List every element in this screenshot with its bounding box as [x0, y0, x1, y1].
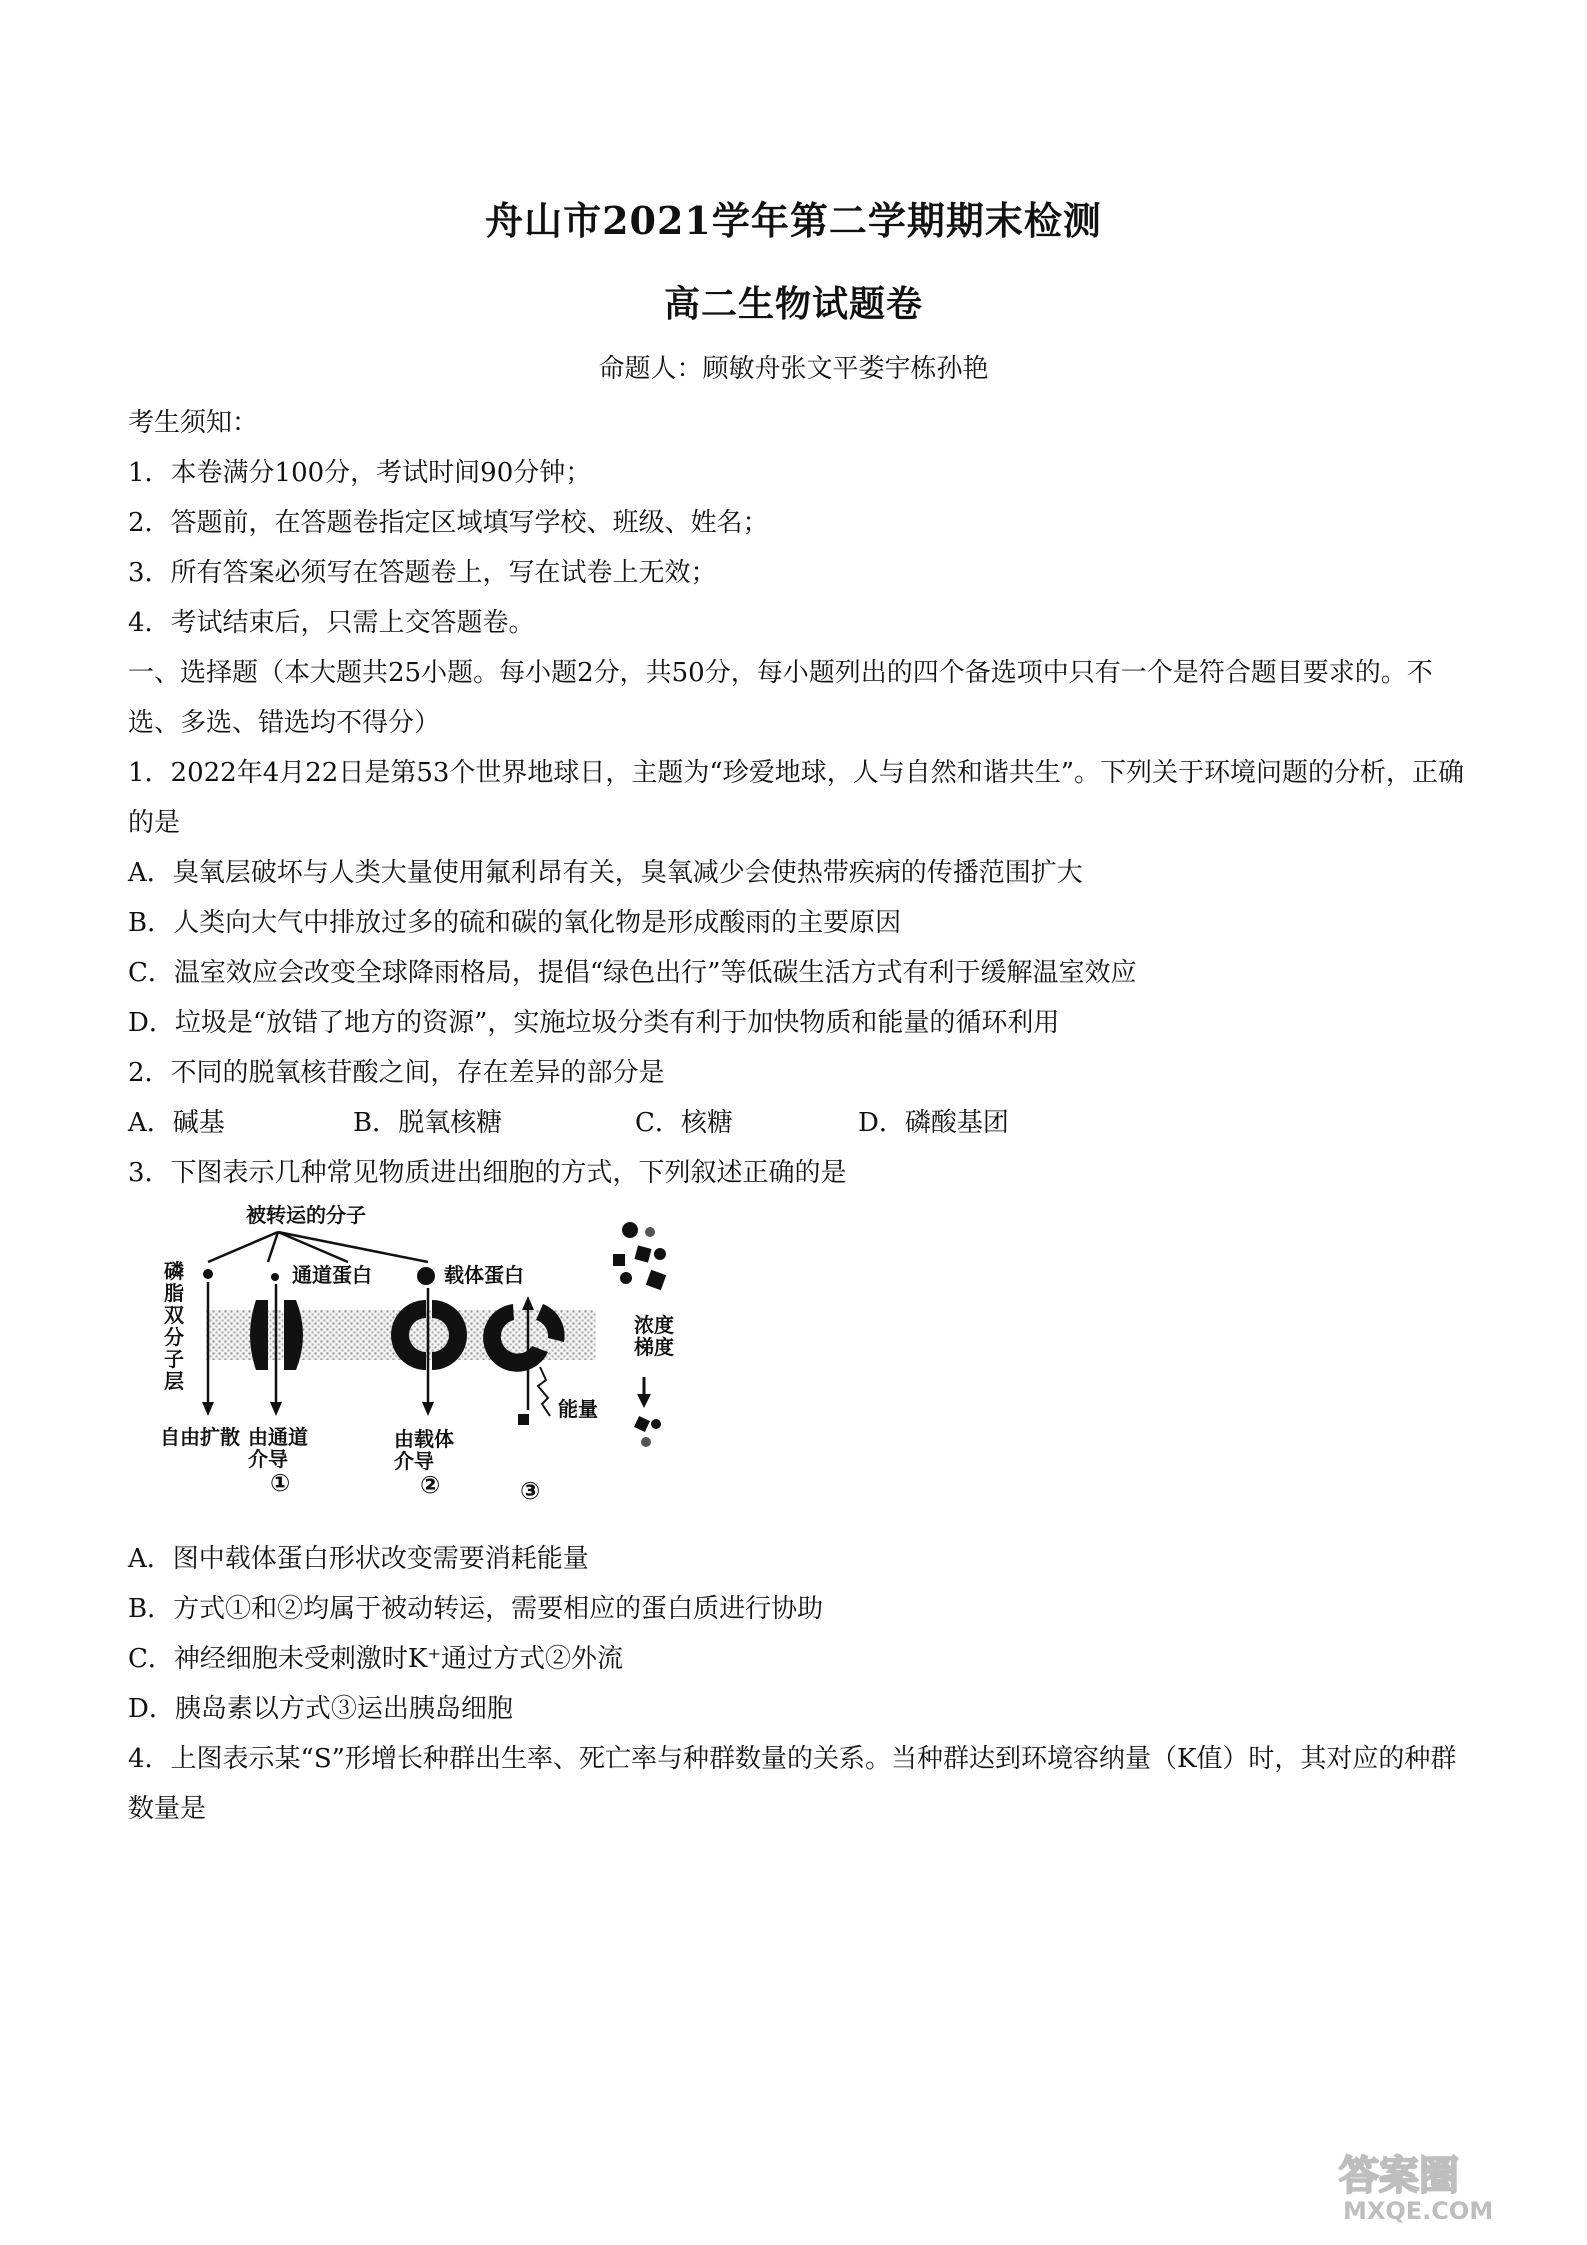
energy-zigzag — [538, 1367, 550, 1416]
question-3-option-d: D．胰岛素以方式③运出胰岛细胞 — [128, 1694, 513, 1724]
notice-item: 4．考试结束后，只需上交答题卷。 — [128, 608, 535, 638]
question-2-option-b: B．脱氧核糖 — [353, 1108, 503, 1138]
watermark-logo — [1329, 2145, 1559, 2225]
label-concentration-gradient: 浓度梯度 — [634, 1313, 674, 1359]
question-1-option-a: A．臭氧层破坏与人类大量使用氟利昂有关，臭氧减少会使热带疾病的传播范围扩大 — [128, 858, 1083, 888]
label-carrier-protein: 载体蛋白 — [444, 1263, 524, 1287]
molecule-dot — [203, 1269, 213, 1279]
question-1-option-c: C．温室效应会改变全球降雨格局，提倡“绿色出行”等低碳生活方式有利于缓解温室效应 — [128, 958, 1137, 988]
question-2-stem: 2．不同的脱氧核苷酸之间，存在差异的部分是 — [128, 1058, 665, 1088]
question-3-stem: 3．下图表示几种常见物质进出细胞的方式，下列叙述正确的是 — [128, 1158, 847, 1188]
arrow-head — [422, 1402, 434, 1416]
molecule-square — [613, 1254, 625, 1266]
section-heading: 一、选择题（本大题共25小题。每小题2分，共50分，每小题列出的四个备选项中只有一个是符合题目要求的。不选、多选、错选均不得分） — [128, 658, 1433, 738]
label-mark-2: ② — [420, 1471, 441, 1499]
exam-title: 舟山市2021学年第二学期期末检测 — [485, 198, 1102, 243]
question-3-option-a: A．图中载体蛋白形状改变需要消耗能量 — [128, 1544, 589, 1574]
notice-item: 1．本卷满分100分，考试时间90分钟； — [128, 458, 592, 488]
label-energy: 能量 — [558, 1397, 598, 1421]
molecule-dot — [620, 1272, 632, 1284]
molecule-dot — [271, 1273, 279, 1281]
notice-item: 3．所有答案必须写在答题卷上，写在试卷上无效； — [128, 558, 717, 588]
arrow-head — [202, 1402, 214, 1416]
question-1-option-b: B．人类向大气中排放过多的硫和碳的氧化物是形成酸雨的主要原因 — [128, 908, 902, 938]
label-free-diffusion: 自由扩散 — [160, 1425, 240, 1449]
question-2-options — [128, 1098, 1468, 1148]
notice-heading: 考生须知： — [128, 408, 259, 438]
bracket-lines — [208, 1232, 428, 1262]
molecule-dot — [645, 1227, 655, 1237]
question-1-option-d: D．垃圾是“放错了地方的资源”，实施垃圾分类有利于加快物质和能量的循环利用 — [128, 1008, 1060, 1038]
molecule-square — [518, 1414, 529, 1425]
notice-item: 2．答题前，在答题卷指定区域填写学校、班级、姓名； — [128, 508, 769, 538]
question-3-option-c: C．神经细胞未受刺激时K⁺通过方式②外流 — [128, 1644, 624, 1674]
membrane-transport-figure — [158, 1202, 718, 1532]
question-4-stem: 4．上图表示某“S”形增长种群出生率、死亡率与种群数量的关系。当种群达到环境容纳量（K值）时，其对应的种群数量是 — [128, 1744, 1457, 1824]
label-mark-1: ① — [270, 1469, 291, 1497]
question-2-option-a: A．碱基 — [128, 1108, 225, 1138]
arrow-head — [522, 1296, 534, 1310]
molecule-dot — [622, 1222, 638, 1238]
label-transported-molecule: 被转运的分子 — [246, 1203, 366, 1227]
molecule-square — [634, 1416, 650, 1432]
question-3-option-b: B．方式①和②均属于被动转运，需要相应的蛋白质进行协助 — [128, 1594, 824, 1624]
question-2-option-d: D．磷酸基团 — [858, 1108, 1009, 1138]
label-phospholipid-bilayer: 磷脂双分子层 — [164, 1259, 184, 1393]
question-2-option-c: C．核糖 — [635, 1108, 733, 1138]
molecule-dot — [417, 1267, 435, 1285]
watermark-text-cn: 答案圈 — [1339, 2153, 1459, 2199]
exam-body — [128, 398, 1468, 1834]
molecule-square — [646, 1270, 667, 1291]
exam-authors: 命题人：顾敏舟张文平娄宇栋孙艳 — [598, 354, 989, 384]
label-channel-protein: 通道蛋白 — [292, 1263, 372, 1287]
label-mark-3: ③ — [520, 1477, 541, 1505]
label-carrier-mediated: 由载体介导 — [394, 1427, 454, 1473]
exam-subtitle: 高二生物试题卷 — [663, 283, 923, 325]
molecule-dot — [654, 1248, 666, 1260]
arrow-head — [637, 1394, 651, 1408]
label-channel-mediated: 由通道介导 — [248, 1425, 308, 1471]
molecule-square — [634, 1245, 651, 1262]
molecule-dot — [651, 1419, 661, 1429]
arrow-head — [270, 1402, 282, 1416]
question-1-stem: 1．2022年4月22日是第53个世界地球日，主题为“珍爱地球，人与自然和谐共生”。下列关于环境问题的分析，正确的是 — [128, 758, 1465, 838]
molecule-dot — [641, 1437, 651, 1447]
watermark-text-url: MXQE.COM — [1343, 2197, 1494, 2225]
